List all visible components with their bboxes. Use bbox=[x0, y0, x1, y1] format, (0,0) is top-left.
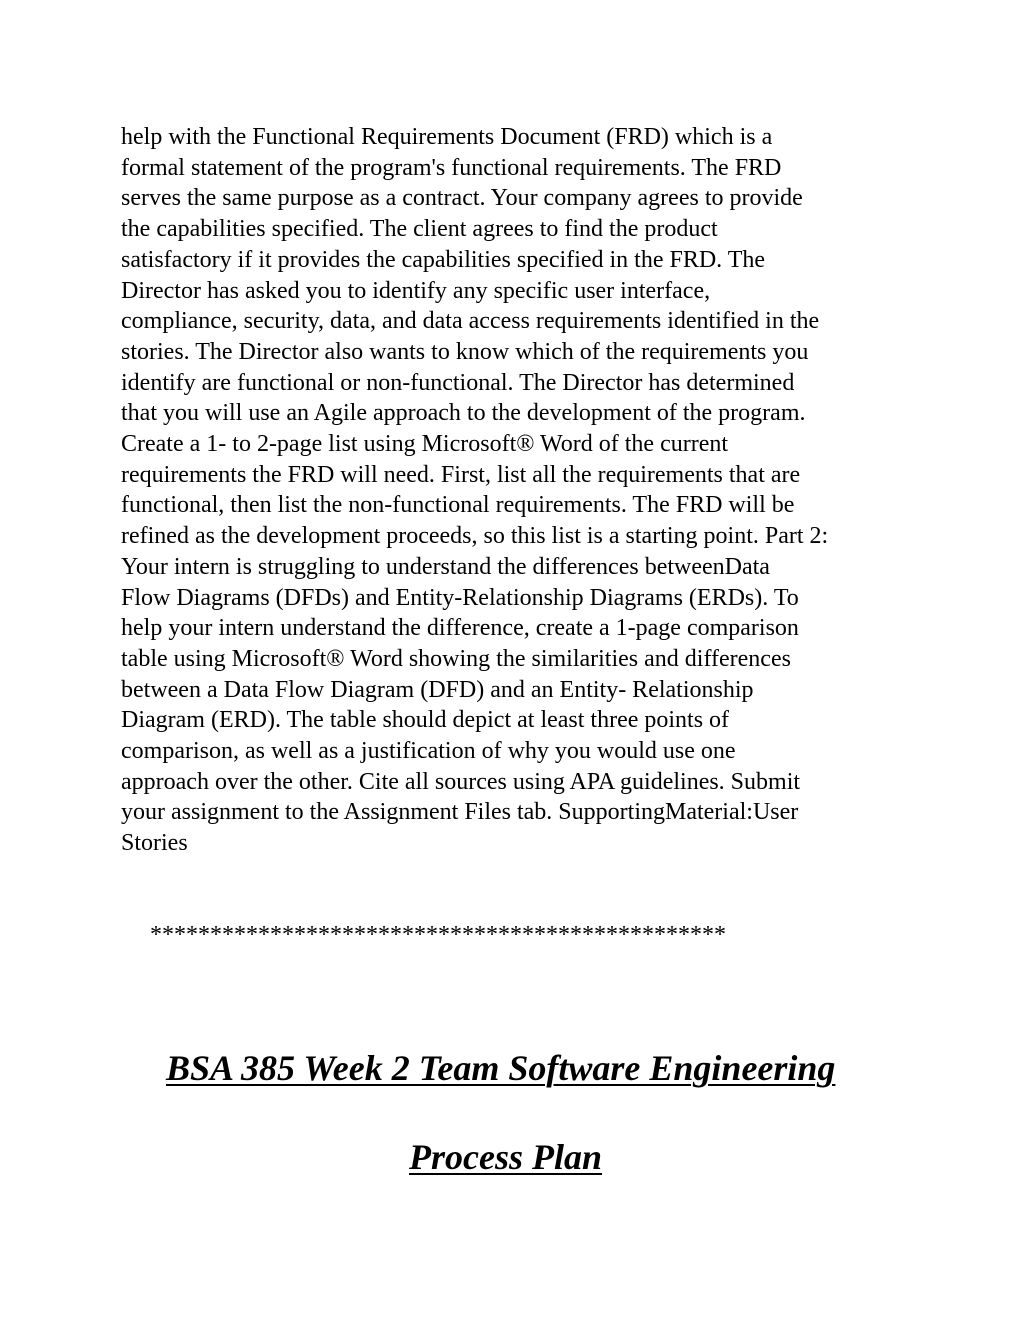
paragraph-line: table using Microsoft® Word showing the similarities and differences bbox=[121, 645, 791, 672]
paragraph-line: Director has asked you to identify any specific user interface, bbox=[121, 277, 711, 304]
paragraph-line: Stories bbox=[121, 830, 188, 857]
paragraph-line: Diagram (ERD). The table should depict at least three points of bbox=[121, 707, 730, 734]
paragraph-line: that you will use an Agile approach to the development of the program. bbox=[121, 400, 806, 427]
paragraph-line: compliance, security, data, and data access requirements identified in the bbox=[121, 308, 820, 335]
paragraph-line: Your intern is struggling to understand the differences betweenData bbox=[121, 553, 770, 580]
paragraph-line: formal statement of the program's functional requirements. The FRD bbox=[121, 154, 782, 181]
body-paragraph bbox=[121, 122, 921, 859]
section-heading-line-2: Process Plan bbox=[409, 1137, 602, 1177]
paragraph-line: approach over the other. Cite all sources using APA guidelines. Submit bbox=[121, 768, 801, 795]
paragraph-line: Create a 1- to 2-page list using Microsoft® Word of the current bbox=[121, 431, 729, 458]
paragraph-line: help your intern understand the difference, create a 1-page comparison bbox=[121, 615, 799, 642]
asterisk-separator: ************************************************ bbox=[150, 922, 726, 948]
paragraph-line: identify are functional or non-functional. The Director has determined bbox=[121, 369, 795, 396]
paragraph-line: serves the same purpose as a contract. Your company agrees to provide bbox=[121, 185, 803, 212]
paragraph-line: the capabilities specified. The client agrees to find the product bbox=[121, 216, 718, 243]
paragraph-line: Flow Diagrams (DFDs) and Entity-Relationship Diagrams (ERDs). To bbox=[121, 584, 799, 611]
paragraph-line: help with the Functional Requirements Document (FRD) which is a bbox=[121, 124, 773, 150]
paragraph-line: functional, then list the non-functional requirements. The FRD will be bbox=[121, 492, 795, 519]
section-heading-line-1: BSA 385 Week 2 Team Software Engineering bbox=[166, 1048, 836, 1088]
paragraph-line: refined as the development proceeds, so this list is a starting point. Part 2: bbox=[121, 523, 829, 550]
paragraph-line: comparison, as well as a justification of why you would use one bbox=[121, 738, 736, 765]
paragraph-line: between a Data Flow Diagram (DFD) and an Entity- Relationship bbox=[121, 676, 754, 703]
paragraph-line: satisfactory if it provides the capabilities specified in the FRD. The bbox=[121, 246, 766, 273]
paragraph-line: requirements the FRD will need. First, list all the requirements that are bbox=[121, 461, 801, 488]
paragraph-line: stories. The Director also wants to know which of the requirements you bbox=[121, 338, 809, 365]
paragraph-line: your assignment to the Assignment Files tab. SupportingMaterial:User bbox=[121, 799, 799, 826]
